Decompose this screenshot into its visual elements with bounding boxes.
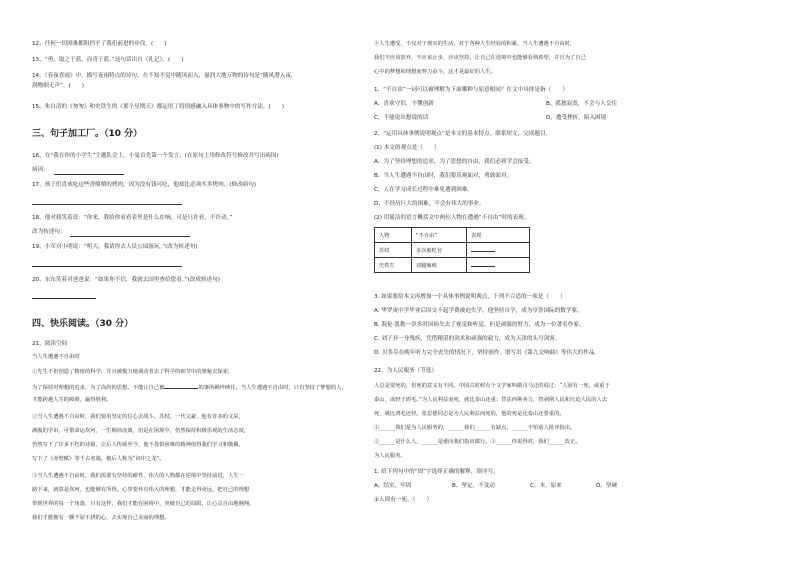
table-answer-cell[interactable]: [467, 258, 530, 273]
reading-q2-option-b[interactable]: B、当人生遭遇不自由时，我们要乐观面对，勇敢面对。: [374, 173, 513, 179]
question-16-cause-label: 病因：: [32, 167, 49, 173]
reading-q3-option-b[interactable]: B. 海伦·凯勒一岁多时因病失去了视觉和听觉，但是顽强的努力，成为一位著名作家。: [374, 322, 585, 328]
table-cell: 苏轼: [375, 243, 412, 258]
reading-q2: 2、“运用具体事例说明观点”是本文的基本特点。联系短文，完成题目。: [374, 131, 552, 137]
question-18-line1: 18、他对我笑着说：“你来，我给你看看表里是什么在响，可是只许看，不许动。”: [32, 215, 233, 221]
passage-title: 当人生遭遇不自由时: [32, 354, 80, 360]
answer-blank[interactable]: [32, 298, 96, 299]
character-table: [374, 227, 530, 273]
reading-22-line1: 人总是要死的，但死的意义有不同。中国古时候有个文学家叫做司马迁的说过：“人固有一死，或重于: [374, 383, 610, 389]
table-header-cell: “不自由”: [412, 228, 467, 243]
question-20: 20、东东笑着对爸爸说：“如果你不信，我就去国里查给您看。”(改成转述句): [32, 277, 220, 283]
reading-q1-option-b[interactable]: B、孤独寂寞，不会与人交往: [546, 101, 617, 107]
reading-q3: 3. 如果要给本文再增加一个具体事例说明观点，下列不合适的一项是（ ）: [374, 294, 566, 300]
table-header-cell: 人物: [375, 228, 412, 243]
reading-q2-sub2: (2) 用简洁的语言概括文中两位人物在遭遇“不自由”时的表现。: [374, 215, 530, 221]
reading-q2-option-c[interactable]: C、人在学习成长过程中难免遇到困难。: [374, 187, 474, 193]
question-15: 15、朱自清的《匆匆》和史铁生的《那个星期天》都运用了将情感融入具体事物中的写作方法。( ): [32, 104, 285, 110]
answer-blank[interactable]: [70, 236, 190, 237]
question-14-line2: 润物细无声”。( ): [32, 83, 85, 89]
passage-p3-line1: ③当人生遭遇不自由时，我们需要有坚持的耐性，伟大的人物都在逆境中坚持前进，人生一: [32, 473, 244, 479]
reading-22-q1: 1. 给下列句中的“固”字选择正确的解释，填序号。: [374, 469, 499, 475]
passage-p3-line3: 带到世界的每一个角落，只有这样，我们才能在困境中，突破自己的局限，让心灵自由地翱翔，: [32, 501, 255, 507]
table-cell: 史铁生: [375, 258, 412, 273]
question-22: 22、为人民服务（节选）: [374, 368, 438, 374]
section-4-heading: 四、快乐阅读。（30 分）: [32, 319, 134, 329]
passage-p4-line3: 心中的梦想和理想而努力奋斗，这才是最好的人生。: [374, 69, 496, 75]
reading-q1: 1、“不自由”一词可以被理解为下面哪种与原意相同？在文中具体是指（ ）: [374, 87, 568, 93]
passage-p2-line4: 写下了《赤壁赋》等千古名篇，被后人称为“词中之龙”。: [32, 456, 165, 462]
reading-22-line3: 死，就比鸿毛还轻。张思德同志是为人民利益而死的，他的死是比泰山还要重的。: [374, 411, 565, 417]
reading-q1-option-c[interactable]: C、不能说出想说的话: [374, 115, 429, 121]
question-17: 17、孩子们喜欢吃这些香喷喷的烤肉，因为没有钱可吃，他却比必须买多烤肉。(修改病句): [32, 182, 257, 188]
answer-blank[interactable]: [54, 174, 124, 175]
reading-q2-option-a[interactable]: A、为了坚持理想的追求，为了思想的自由，我们必须学会接受。: [374, 159, 535, 165]
passage-p2-line2: 满腹的学识，可惜命运坎坷，一生颠沛流离，但是在困境中，仍然保持积极乐观的生活态度，: [32, 428, 250, 434]
reading-q3-option-a[interactable]: A. 华罗庚中学毕业后因交不起学费被迫失学，他坚持自学，成为享誉国际的数学家。: [374, 308, 583, 314]
reading-q3-option-c[interactable]: C. 刘子非一身残疾，凭借精湛的剑术和顽强的毅力，成为天津的头号剑客。: [374, 336, 561, 342]
answer-blank[interactable]: [32, 204, 182, 205]
answer-blank[interactable]: [32, 266, 182, 267]
answer-blank[interactable]: [471, 246, 495, 252]
reading-22-line5: ②______是什么人，______是谁向我们指出都行。③______你说得对，我们______改正。: [374, 439, 581, 445]
reading-22-q1-option-b[interactable]: B、坚定，不变动: [452, 483, 495, 489]
reading-22-line4: ①______我们是为人民服务的，______我们______有缺点，______不怕别人批评指出。: [374, 425, 576, 431]
reading-22-line2: 泰山，或轻于鸿毛。”为人民利益而死，就比泰山还重；替法西斯卖力，替剥削人民和压迫人民的人去: [374, 397, 608, 403]
table-answer-cell[interactable]: [467, 243, 530, 258]
reading-q2-option-d[interactable]: D、不经历巨大的困难，不会有伟大的事业。: [374, 201, 485, 207]
question-19: 19、小军对小明说：“明天，我请你去人民公园游玩。”(改为转述句): [32, 244, 198, 250]
table-cell: 双腿瘫痪: [412, 258, 467, 273]
passage-p1-line4: 才能跨越人生的障碍，赢得胜利。: [32, 397, 112, 403]
passage-p1-line1: ①先生不但创造了精密的科学，并且被极力地调动者去了科学的细节中的奥秘去探索，: [32, 369, 234, 375]
reading-q1-option-a[interactable]: A、喜欢守旧，不懂创新: [374, 101, 434, 107]
passage-p1-line2: 为了保持对理想的追求，为了高尚的思想，不能让自己被 的事所羁绊缚住。当人生遭遇不自由时，只有坚持了梦想的人，: [32, 385, 347, 391]
passage-p4-line1: ④人生遭受，不仅对于现实的生活，对于各种人生经验的积累，当人生遭遇不自由时，: [374, 41, 576, 47]
reading-q1-option-d[interactable]: D、遭受挫折，陷入困境: [546, 115, 607, 121]
reading-q3-option-d[interactable]: D. 贝多芬在晚年听力完全丧失的情况下，坚持创作，谱写出《第九交响曲》等伟大的作品。: [374, 350, 601, 356]
passage-p3-line2: 路下来，就算是坎坷，也能够有所得。心里要怀有伟大的理想，才能走得更远，把自己的理想: [32, 487, 250, 493]
table-header-cell: 表现: [467, 228, 530, 243]
passage-p2-line3: 仍然写下了许多不朽的诗篇，让后人传颂至今，他不畏惧困难的精神值得我们学习和敬佩，: [32, 442, 244, 448]
passage-p4-line2: 我们不应该放弃，不应该止步，应该坚持。让自己在逆境中也能够看到希望，并且为了自己: [374, 55, 586, 61]
passage-p2-line1: ②当人生遭遇不自由时，我们要用坚定的信心去战斗。苏轼，一代文豪，他有许多的文采，: [32, 414, 244, 420]
question-18-label: 改为转述句：: [32, 229, 66, 235]
question-13: 13、“勇，取之于蓝，而青于蓝。”这句话出自《礼记》。( ): [32, 57, 184, 63]
passage-p3-line4: 我们才能拥有一颗不屈不挠的心，去实现自己美丽的理想。: [32, 515, 170, 521]
table-row: [375, 228, 530, 243]
reading-q2-sub1: (1) 本文的观点是（ ）: [374, 145, 440, 151]
question-14-line1: 14、《春夜喜雨》中，描写夜雨特点的诗句，在不知不觉中随风而入，滋润大地万物的诗句是“随风潜入夜，: [32, 73, 297, 79]
answer-blank[interactable]: [164, 383, 198, 389]
question-16-line1: 16、在“我在你的小学生”主题队会上，小曼首先第一个发言。(在原句上用修改符号修改并写出病因): [32, 153, 279, 159]
reading-22-q1-option-c[interactable]: C、本，原来: [530, 483, 562, 489]
table-row: [375, 258, 530, 273]
reading-22-q1-item1: ①人固有一死。（ ）: [374, 497, 433, 503]
question-12: 12、任何一切困难都阻挡不了我们前进的步伐。( ): [32, 41, 167, 47]
reading-22-q1-option-d[interactable]: D、坚硬: [596, 483, 618, 489]
question-21: 21、阅读空间: [32, 341, 68, 347]
table-row: [375, 243, 530, 258]
answer-blank[interactable]: [471, 261, 495, 267]
table-cell: 多次被贬官: [412, 243, 467, 258]
reading-22-q1-option-a[interactable]: A、结实，牢固: [374, 483, 412, 489]
reading-22-line6: 为人民服务。: [374, 453, 406, 459]
section-3-heading: 三、句子加工厂。（10 分）: [32, 129, 143, 139]
